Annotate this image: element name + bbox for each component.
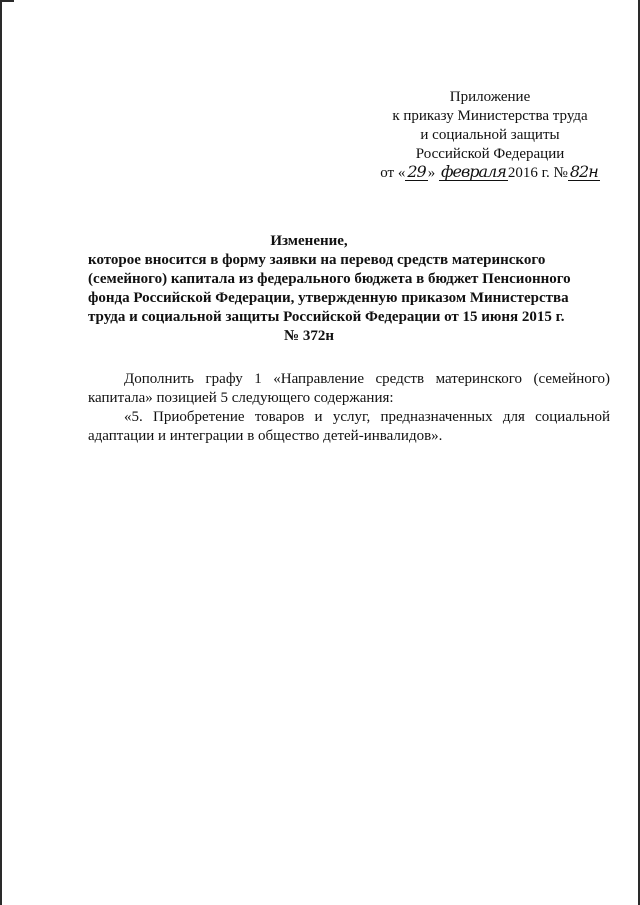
body-paragraph: «5. Приобретение товаров и услуг, предназначенных для социальной адаптации и интеграции в общество детей-инвалидов». [88,409,610,444]
date-year: 2016 г. № [507,165,568,181]
title-line: Изменение, [270,233,348,249]
appendix-country: Российской Федерации [415,146,565,162]
appendix-ministry: и социальной защиты [420,127,560,143]
title-line: которое вносится в форму заявки на перевод средств материнского [88,252,546,268]
title-line: № 372н [284,328,334,344]
body-paragraph: Дополнить графу 1 «Направление средств материнского (семейного) капитала» позицией 5 следующего содержания: [88,371,610,406]
date-quote-close: » [427,165,436,181]
scan-corner-mark [0,0,14,2]
handwritten-day: 29 [407,162,426,181]
handwritten-order-number: 82н [569,162,598,181]
handwritten-month: февраля [440,162,506,181]
document-title [88,232,571,346]
appendix-label: Приложение [449,89,531,105]
appendix-order-ref: к приказу Министерства труда [392,108,588,124]
title-line: фонда Российской Федерации, утвержденную приказом Министерства [88,290,569,306]
date-prefix: от « [380,165,406,181]
scan-edge-left [0,0,2,905]
order-date-line [360,164,620,183]
title-line: труда и социальной защиты Российской Федерации от 15 июня 2015 г. [88,309,565,325]
appendix-header [360,88,620,183]
title-line: (семейного) капитала из федерального бюджета в бюджет Пенсионного [88,271,571,287]
document-body [88,370,610,446]
